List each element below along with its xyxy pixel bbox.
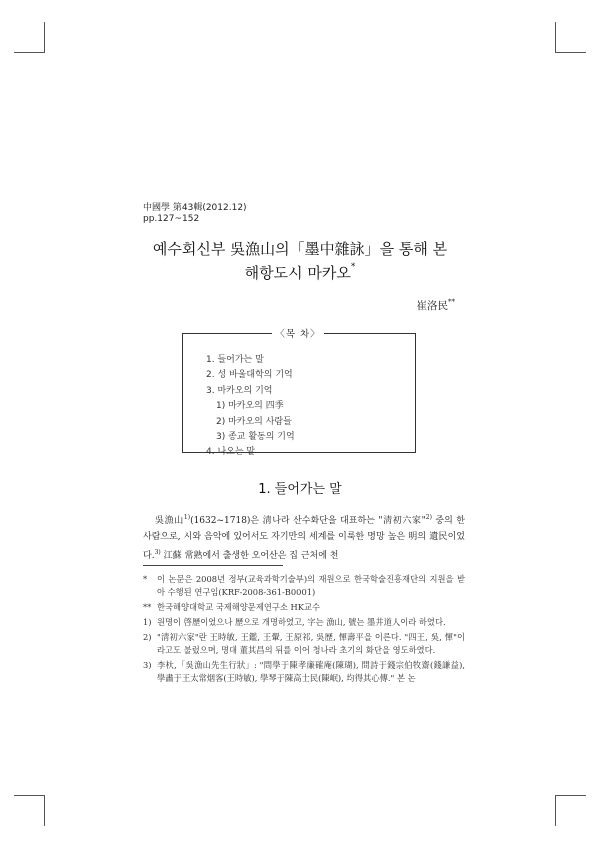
footnote-text: 원명이 啓歷이었으나 歷으로 개명하였고, 字는 漁山, 號는 墨井道人이라 하였다. xyxy=(157,617,446,627)
paper-title-line2 xyxy=(0,262,600,283)
body-text-segment: (1632~1718)은 淸나라 산수화단을 대표하는 "淸初六家" xyxy=(190,516,426,526)
body-paragraph xyxy=(143,510,465,565)
toc-subitem: 3) 종교 활동의 기억 xyxy=(216,432,295,443)
toc-list xyxy=(206,353,295,461)
footnote-text: 李杕,「吳漁山先生行狀」: "問學于陳孝廉確庵(陳瑚), 問詩于錢宗伯牧齋(錢謙益), 學畵于王太常烟客(王時敏), 學琴于陳高士民(陳岷), 均得其心傳." 본 논 xyxy=(157,660,465,683)
footnote-mark: * xyxy=(143,574,148,584)
body-text-segment: 江蘇 常熟에서 출생한 오어산은 집 근처에 천 xyxy=(160,551,339,561)
crop-mark-top-left xyxy=(14,22,45,53)
footnote-mark: 1) xyxy=(143,617,152,627)
footnote-mark: 2) xyxy=(143,632,152,642)
section-heading: 1. 들어가는 말 xyxy=(258,482,342,497)
journal-info xyxy=(143,203,247,225)
author-footnote-mark: ** xyxy=(448,298,455,306)
title-footnote-mark: * xyxy=(350,262,356,272)
toc-item: 4. 나오는 말 xyxy=(206,447,256,458)
paper-title-line2-text: 해항도시 마카오 xyxy=(244,264,351,282)
toc-subitem: 2) 마카오의 사람들 xyxy=(216,416,292,427)
body-text xyxy=(143,510,465,565)
footnotes xyxy=(143,573,465,687)
footnote xyxy=(143,631,465,657)
journal-issue: 中國學 第43輯(2012.12) xyxy=(143,203,247,213)
author-name xyxy=(417,298,456,313)
journal-pages: pp.127~152 xyxy=(143,214,200,224)
footnote-ref: 2) xyxy=(425,514,432,521)
footnote-text: 한국해양대학교 국제해양문제연구소 HK교수 xyxy=(157,602,320,612)
footnote-text: "淸初六家"란 王時敏, 王鑑, 王翬, 王原祁, 吳歷, 惲壽平을 이른다. "四王, 吳, 惲"이라고도 불렀으며, 명대 董其昌의 뒤를 이어 청나라 초기의 화단을 영도하였다. xyxy=(157,632,465,655)
footnote-ref: 1) xyxy=(183,514,191,521)
footnote-ref: 3) xyxy=(154,549,161,556)
footnote-mark: ** xyxy=(143,602,152,612)
crop-mark-top-right xyxy=(555,22,586,53)
footnote xyxy=(143,659,465,685)
paper-title-line1: 예수회신부 吳漁山의「墨中雜詠」을 통해 본 xyxy=(152,240,448,258)
crop-mark-bottom-right xyxy=(555,795,586,826)
crop-mark-bottom-left xyxy=(14,795,45,826)
footnote-text: 이 논문은 2008년 정부(교육과학기술부)의 재원으로 한국학술진흥재단의 지원을 받아 수행된 연구임(KRF-2008-361-B0001) xyxy=(157,574,465,597)
body-text-segment: 중의 한 사람으로, 시와 음악에 있어서도 자기만의 세계를 이룩한 명망 높은 明의 遺民이었다. xyxy=(143,516,465,561)
footnote-divider xyxy=(143,565,283,566)
footnote xyxy=(143,616,465,629)
footnote xyxy=(143,601,465,614)
footnote xyxy=(143,573,465,599)
toc-title: 〈목 차〉 xyxy=(272,326,324,340)
toc-item: 3. 마카오의 기억 xyxy=(206,385,273,396)
body-text-segment: 吳漁山 xyxy=(155,516,184,526)
toc-subitem: 1) 마카오의 四季 xyxy=(216,401,284,412)
author-name-text: 崔洛民 xyxy=(416,300,448,312)
footnote-mark: 3) xyxy=(143,660,152,670)
toc-item: 1. 들어가는 말 xyxy=(206,355,264,365)
toc-item: 2. 성 바울대학의 기억 xyxy=(206,370,293,381)
